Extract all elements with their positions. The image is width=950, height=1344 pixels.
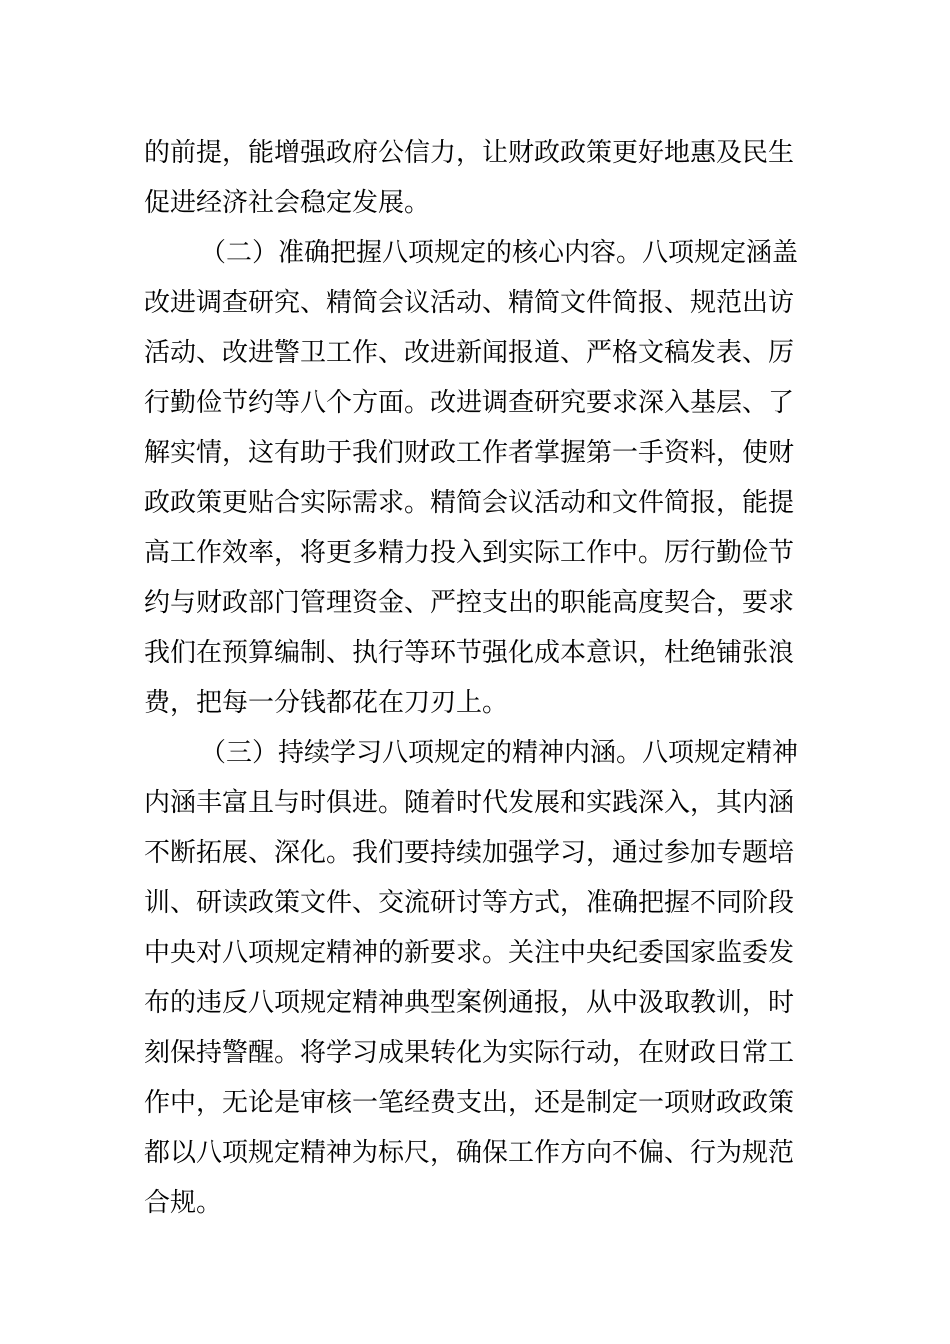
text-line: 布的违反八项规定精神典型案例通报，从中汲取教训，时 — [144, 988, 795, 1018]
text-line: 不断拓展、深化。我们要持续加强学习，通过参加专题培 — [144, 838, 795, 868]
section-heading-line: （二）准确把握八项规定的核心内容。八项规定涵盖 — [200, 238, 799, 268]
text-line: 作中，无论是审核一笔经费支出，还是制定一项财政政策 — [144, 1088, 795, 1118]
text-line: 政政策更贴合实际需求。精简会议活动和文件简报，能提 — [144, 488, 795, 518]
document-body — [144, 128, 808, 1228]
text-line: 刻保持警醒。将学习成果转化为实际行动，在财政日常工 — [144, 1038, 795, 1068]
text-line: 中央对八项规定精神的新要求。关注中央纪委国家监委发 — [144, 938, 795, 968]
text-line: 高工作效率，将更多精力投入到实际工作中。厉行勤俭节 — [144, 538, 795, 568]
text-line: 行勤俭节约等八个方面。改进调查研究要求深入基层、了 — [144, 388, 795, 418]
text-line: 费，把每一分钱都花在刀刃上。 — [144, 688, 509, 718]
text-line: 内涵丰富且与时俱进。随着时代发展和实践深入，其内涵 — [144, 788, 795, 818]
text-line: 训、研读政策文件、交流研讨等方式，准确把握不同阶段 — [144, 888, 795, 918]
text-line: 改进调查研究、精简会议活动、精简文件简报、规范出访 — [144, 288, 795, 318]
text-line: 解实情，这有助于我们财政工作者掌握第一手资料，使财 — [144, 438, 795, 468]
text-line: 活动、改进警卫工作、改进新闻报道、严格文稿发表、厉 — [144, 338, 795, 368]
text-line: 都以八项规定精神为标尺，确保工作方向不偏、行为规范 — [144, 1138, 795, 1168]
text-line: 促进经济社会稳定发展。 — [144, 188, 431, 218]
text-line: 合规。 — [144, 1188, 223, 1218]
text-line: 约与财政部门管理资金、严控支出的职能高度契合，要求 — [144, 588, 795, 618]
text-line: 我们在预算编制、执行等环节强化成本意识，杜绝铺张浪 — [144, 638, 795, 668]
text-line: 的前提，能增强政府公信力，让财政政策更好地惠及民生 — [144, 138, 795, 168]
section-heading-line: （三）持续学习八项规定的精神内涵。八项规定精神 — [200, 738, 799, 768]
